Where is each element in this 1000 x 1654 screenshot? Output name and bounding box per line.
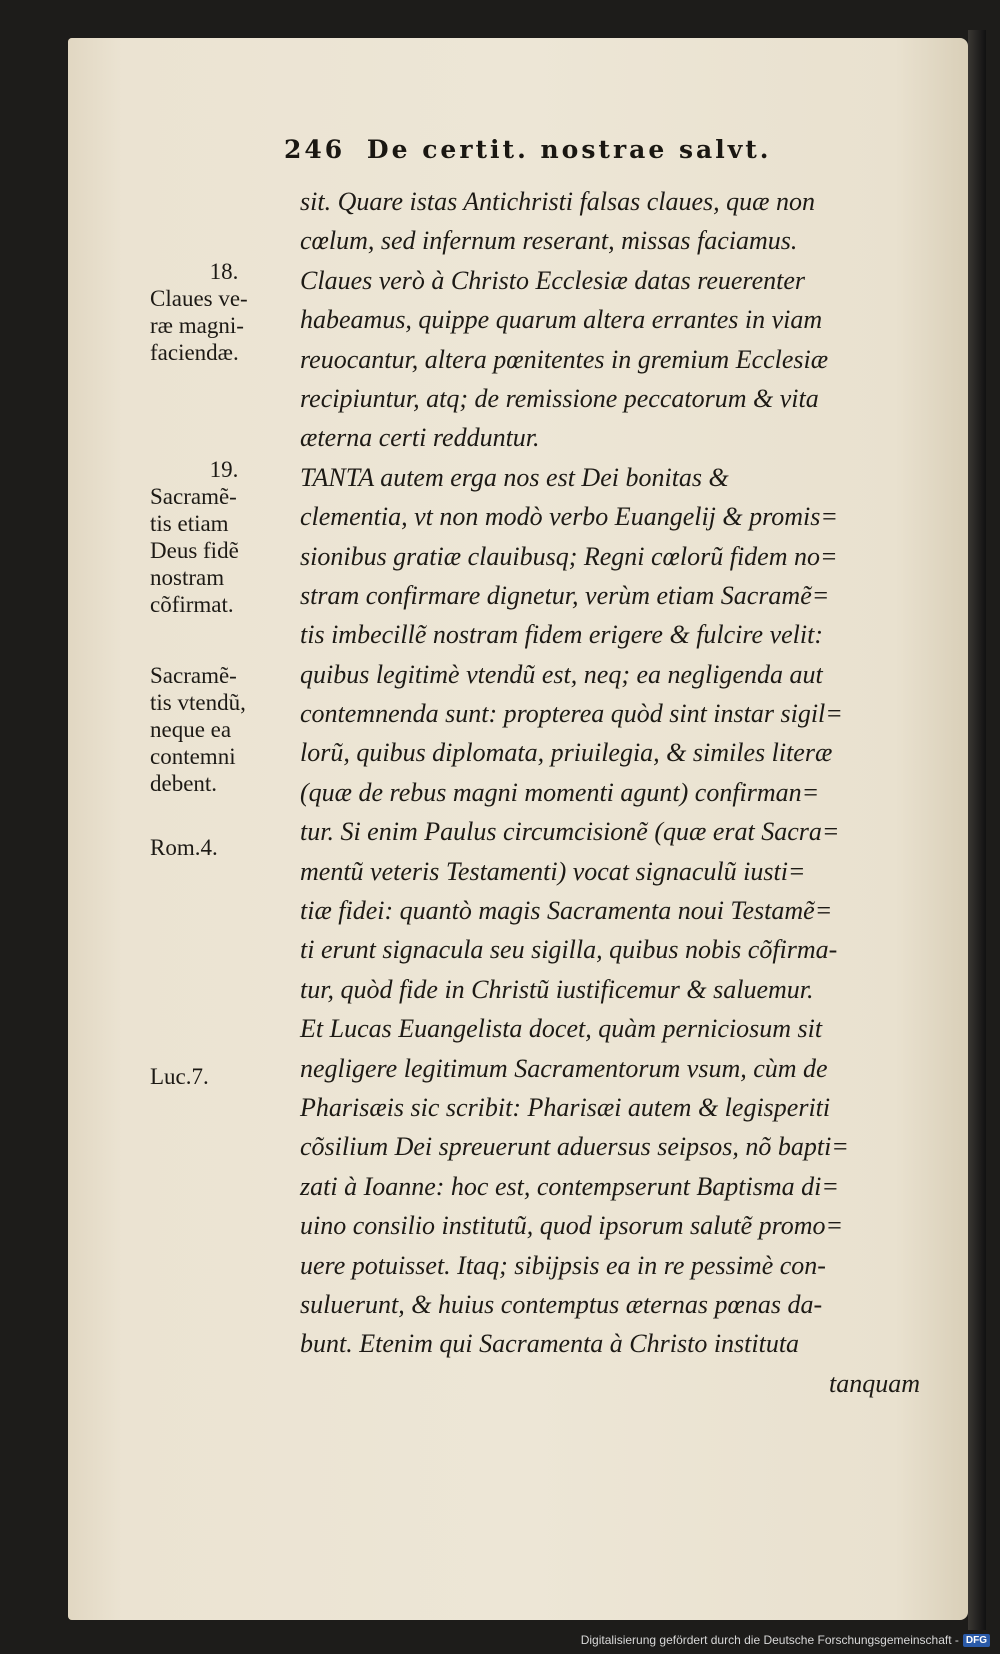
text-line: (quæ de rebus magni momenti agunt) confirman= xyxy=(300,777,820,807)
text-line: tiæ fidei: quantò magis Sacramenta noui Testamẽ= xyxy=(300,896,833,926)
margin-reference: Rom.4. xyxy=(150,835,218,860)
book-binding-edge xyxy=(968,30,986,1630)
margin-note-line: ræ magni- xyxy=(150,313,244,338)
text-line: cœlum, sed infernum reserant, missas faciamus. xyxy=(300,226,798,256)
margin-note-line: tis vtendũ, xyxy=(150,690,246,715)
text-line: uere potuisset. Itaq; sibijpsis ea in re pessimè con- xyxy=(300,1250,826,1280)
page-number: 246 xyxy=(284,135,346,164)
text-line: Pharisæis sic scribit: Pharisæi autem & legisperiti xyxy=(300,1092,831,1122)
margin-note-19b xyxy=(150,662,298,797)
text-line: recipiuntur, atq; de remissione peccatorum & vita xyxy=(300,383,819,413)
text-line: sit. Quare istas Antichristi falsas claues, quæ non xyxy=(300,187,815,216)
margin-note-line: nostram xyxy=(150,565,225,590)
margin-note-19 xyxy=(150,456,298,618)
text-line: negligere legitimum Sacramentorum vsum, cùm de xyxy=(300,1053,828,1083)
credit-text: Digitalisierung gefördert durch die Deutsche Forschungsgemeinschaft - xyxy=(580,1633,959,1647)
text-line: sionibus gratiæ clauibusq; Regni cœlorũ fidem no= xyxy=(300,541,838,571)
margin-note-line: cõfirmat. xyxy=(150,592,234,617)
text-line: Claues verò à Christo Ecclesiæ datas reuerenter xyxy=(300,265,806,295)
margin-note-line: debent. xyxy=(150,771,218,796)
text-line: ti erunt signacula seu sigilla, quibus nobis cõfirma- xyxy=(300,935,838,965)
running-header xyxy=(284,135,924,169)
margin-note-line: neque ea xyxy=(150,717,232,742)
text-line: reuocantur, altera pœnitentes in gremium Ecclesiæ xyxy=(300,344,829,374)
text-line: tur. Si enim Paulus circumcisionẽ (quæ erat Sacra= xyxy=(300,817,840,847)
text-line: uino consilio institutũ, quod ipsorum salutẽ promo= xyxy=(300,1211,844,1241)
margin-note-rom xyxy=(150,834,298,861)
text-line: tur, quòd fide in Christũ iustificemur & saluemur. xyxy=(300,974,814,1004)
margin-note-line: contemni xyxy=(150,744,236,769)
margin-note-line: Deus fidẽ xyxy=(150,538,239,563)
dfg-logo: DFG xyxy=(963,1634,990,1647)
text-line: suluerunt, & huius contemptus æternas pœnas da- xyxy=(300,1289,823,1319)
text-line: quibus legitimè vtendũ est, neq; ea negligenda aut xyxy=(300,659,823,689)
text-line: lorũ, quibus diplomata, priuilegia, & similes literæ xyxy=(300,738,833,768)
margin-note-18 xyxy=(150,258,298,366)
text-line: bunt. Etenim qui Sacramenta à Christo instituta xyxy=(300,1329,800,1359)
digitization-credit xyxy=(581,1630,990,1650)
text-line: cõsilium Dei spreuerunt aduersus seipsos, nõ bapti= xyxy=(300,1132,849,1162)
margin-note-number: 18. xyxy=(209,259,239,284)
text-line: zati à Ioanne: hoc est, contempserunt Baptisma di= xyxy=(300,1171,839,1201)
text-line: TANTA autem erga nos est Dei bonitas & xyxy=(300,462,729,492)
margin-note-number: 19. xyxy=(209,457,239,482)
margin-note-line: Claues ve- xyxy=(150,286,248,311)
text-line: Et Lucas Euangelista docet, quàm perniciosum sit xyxy=(300,1014,823,1044)
text-line: tis imbecillẽ nostram fidem erigere & fulcire velit: xyxy=(300,620,824,650)
text-line: contemnenda sunt: propterea quòd sint instar sigil= xyxy=(300,699,843,729)
text-line: stram confirmare dignetur, verùm etiam Sacramẽ= xyxy=(300,580,830,610)
text-line: mentũ veteris Testamenti) vocat signaculũ iusti= xyxy=(300,856,806,886)
margin-note-luc xyxy=(150,1063,298,1090)
text-line: æterna certi redduntur. xyxy=(300,423,540,453)
margin-note-line: tis etiam xyxy=(150,511,229,536)
text-line: habeamus, quippe quarum altera errantes in viam xyxy=(300,305,823,335)
margin-note-line: faciendæ. xyxy=(150,340,239,365)
main-text-block xyxy=(300,182,940,1403)
catchword: tanquam xyxy=(829,1368,920,1398)
margin-reference: Luc.7. xyxy=(150,1064,209,1089)
margin-note-line: Sacramẽ- xyxy=(150,663,237,688)
text-line: clementia, vt non modò verbo Euangelij & promis= xyxy=(300,502,838,532)
running-title: De certit. nostrae salvt. xyxy=(366,135,772,164)
margin-note-line: Sacramẽ- xyxy=(150,484,237,509)
